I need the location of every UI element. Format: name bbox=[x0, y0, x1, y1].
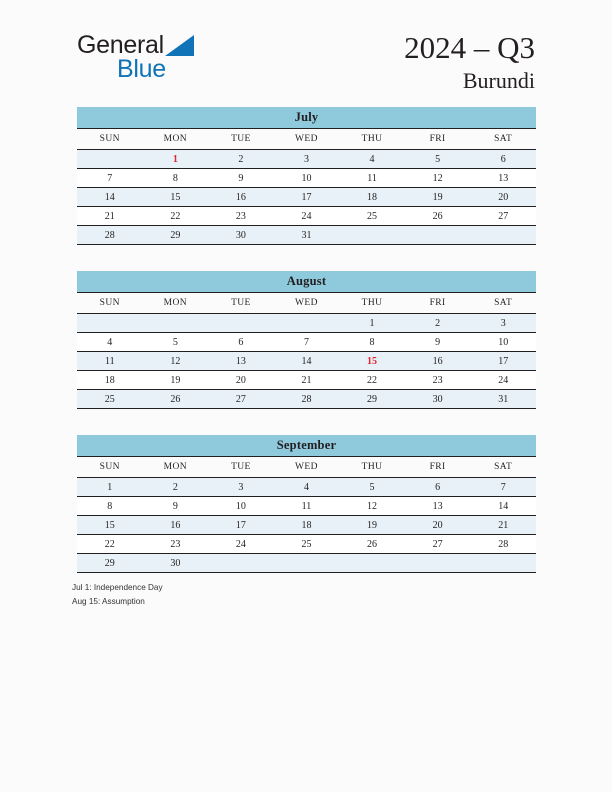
day-cell[interactable]: 23 bbox=[143, 535, 209, 554]
day-cell[interactable]: 13 bbox=[208, 352, 274, 371]
week-row bbox=[77, 371, 536, 390]
day-cell[interactable]: 28 bbox=[77, 226, 143, 245]
day-cell[interactable]: 19 bbox=[143, 371, 209, 390]
week-row bbox=[77, 150, 536, 169]
page-header bbox=[0, 0, 612, 100]
day-cell[interactable]: 22 bbox=[143, 207, 209, 226]
day-cell-empty bbox=[208, 314, 274, 333]
month-name: July bbox=[77, 107, 536, 129]
day-cell[interactable]: 17 bbox=[470, 352, 536, 371]
week-row bbox=[77, 554, 536, 573]
holiday-footnote: Jul 1: Independence Day bbox=[72, 583, 163, 592]
calendar-table bbox=[77, 271, 536, 409]
week-row bbox=[77, 497, 536, 516]
day-cell[interactable]: 30 bbox=[405, 390, 471, 409]
calendar-table bbox=[77, 435, 536, 573]
day-cell[interactable]: 15 bbox=[143, 188, 209, 207]
day-cell-empty bbox=[274, 554, 340, 573]
day-cell[interactable]: 4 bbox=[77, 333, 143, 352]
weekday-header-sun: SUN bbox=[77, 293, 143, 314]
weekday-header-thu: THU bbox=[339, 457, 405, 478]
day-cell[interactable]: 28 bbox=[274, 390, 340, 409]
day-cell[interactable]: 14 bbox=[77, 188, 143, 207]
day-cell-empty bbox=[339, 554, 405, 573]
day-cell[interactable]: 4 bbox=[339, 150, 405, 169]
month-blocks-container bbox=[77, 107, 536, 599]
day-cell[interactable]: 30 bbox=[143, 554, 209, 573]
weekday-header-row bbox=[77, 457, 536, 478]
day-cell-holiday[interactable]: 15 bbox=[339, 352, 405, 371]
day-cell-empty bbox=[405, 554, 471, 573]
day-cell[interactable]: 8 bbox=[339, 333, 405, 352]
day-cell[interactable]: 3 bbox=[470, 314, 536, 333]
day-cell[interactable]: 10 bbox=[274, 169, 340, 188]
day-cell-empty bbox=[77, 150, 143, 169]
day-cell[interactable]: 11 bbox=[339, 169, 405, 188]
day-cell[interactable]: 5 bbox=[339, 478, 405, 497]
day-cell[interactable]: 27 bbox=[470, 207, 536, 226]
day-cell[interactable]: 1 bbox=[77, 478, 143, 497]
month-block-july bbox=[77, 107, 536, 245]
day-cell[interactable]: 20 bbox=[470, 188, 536, 207]
brand-name-blue: Blue bbox=[117, 55, 166, 83]
day-cell[interactable]: 22 bbox=[77, 535, 143, 554]
day-cell[interactable]: 23 bbox=[405, 371, 471, 390]
week-row bbox=[77, 169, 536, 188]
day-cell-holiday[interactable]: 1 bbox=[143, 150, 209, 169]
week-row bbox=[77, 207, 536, 226]
day-cell[interactable]: 6 bbox=[470, 150, 536, 169]
weekday-header-wed: WED bbox=[274, 129, 340, 150]
weekday-header-sat: SAT bbox=[470, 129, 536, 150]
week-row bbox=[77, 516, 536, 535]
day-cell-empty bbox=[77, 314, 143, 333]
month-title-row bbox=[77, 435, 536, 457]
blue-triangle-icon bbox=[164, 35, 194, 57]
day-cell[interactable]: 20 bbox=[405, 516, 471, 535]
day-cell[interactable]: 1 bbox=[339, 314, 405, 333]
day-cell[interactable]: 17 bbox=[208, 516, 274, 535]
day-cell[interactable]: 29 bbox=[77, 554, 143, 573]
day-cell[interactable]: 10 bbox=[208, 497, 274, 516]
brand-logo[interactable] bbox=[77, 33, 277, 85]
weekday-header-fri: FRI bbox=[405, 129, 471, 150]
page-title: 2024 – Q3 bbox=[404, 30, 535, 65]
day-cell[interactable]: 6 bbox=[405, 478, 471, 497]
weekday-header-mon: MON bbox=[143, 129, 209, 150]
week-row bbox=[77, 333, 536, 352]
day-cell[interactable]: 5 bbox=[143, 333, 209, 352]
day-cell[interactable]: 5 bbox=[405, 150, 471, 169]
day-cell[interactable]: 25 bbox=[274, 535, 340, 554]
week-row bbox=[77, 352, 536, 371]
day-cell[interactable]: 12 bbox=[405, 169, 471, 188]
month-name: August bbox=[77, 271, 536, 293]
day-cell[interactable]: 17 bbox=[274, 188, 340, 207]
day-cell[interactable]: 7 bbox=[470, 478, 536, 497]
day-cell[interactable]: 2 bbox=[208, 150, 274, 169]
day-cell[interactable]: 21 bbox=[274, 371, 340, 390]
day-cell[interactable]: 28 bbox=[470, 535, 536, 554]
day-cell-empty bbox=[470, 554, 536, 573]
weekday-header-thu: THU bbox=[339, 293, 405, 314]
day-cell[interactable]: 4 bbox=[274, 478, 340, 497]
day-cell[interactable]: 25 bbox=[339, 207, 405, 226]
day-cell[interactable]: 27 bbox=[208, 390, 274, 409]
weekday-header-fri: FRI bbox=[405, 293, 471, 314]
month-title-row bbox=[77, 107, 536, 129]
month-block-august bbox=[77, 271, 536, 409]
month-block-september bbox=[77, 435, 536, 573]
week-row bbox=[77, 535, 536, 554]
day-cell[interactable]: 12 bbox=[339, 497, 405, 516]
weekday-header-sat: SAT bbox=[470, 293, 536, 314]
day-cell[interactable]: 21 bbox=[77, 207, 143, 226]
month-name: September bbox=[77, 435, 536, 457]
weekday-header-mon: MON bbox=[143, 293, 209, 314]
brand-name-general: General bbox=[77, 31, 164, 59]
day-cell[interactable]: 2 bbox=[143, 478, 209, 497]
week-row bbox=[77, 390, 536, 409]
day-cell[interactable]: 18 bbox=[77, 371, 143, 390]
day-cell[interactable]: 16 bbox=[143, 516, 209, 535]
day-cell[interactable]: 3 bbox=[274, 150, 340, 169]
day-cell[interactable]: 19 bbox=[339, 516, 405, 535]
day-cell[interactable]: 26 bbox=[143, 390, 209, 409]
week-row bbox=[77, 226, 536, 245]
day-cell-empty bbox=[208, 554, 274, 573]
calendar-table bbox=[77, 107, 536, 245]
day-cell[interactable]: 14 bbox=[274, 352, 340, 371]
weekday-header-fri: FRI bbox=[405, 457, 471, 478]
day-cell[interactable]: 22 bbox=[339, 371, 405, 390]
weekday-header-mon: MON bbox=[143, 457, 209, 478]
day-cell[interactable]: 13 bbox=[470, 169, 536, 188]
day-cell[interactable]: 20 bbox=[208, 371, 274, 390]
day-cell[interactable]: 15 bbox=[77, 516, 143, 535]
day-cell-empty bbox=[339, 226, 405, 245]
weekday-header-tue: TUE bbox=[208, 129, 274, 150]
day-cell[interactable]: 18 bbox=[274, 516, 340, 535]
day-cell[interactable]: 27 bbox=[405, 535, 471, 554]
day-cell[interactable]: 7 bbox=[274, 333, 340, 352]
day-cell[interactable]: 8 bbox=[77, 497, 143, 516]
day-cell[interactable]: 31 bbox=[274, 226, 340, 245]
day-cell[interactable]: 9 bbox=[143, 497, 209, 516]
holiday-footnotes bbox=[72, 581, 472, 609]
day-cell[interactable]: 7 bbox=[77, 169, 143, 188]
weekday-header-row bbox=[77, 129, 536, 150]
day-cell[interactable]: 24 bbox=[470, 371, 536, 390]
day-cell-empty bbox=[274, 314, 340, 333]
day-cell[interactable]: 8 bbox=[143, 169, 209, 188]
day-cell[interactable]: 10 bbox=[470, 333, 536, 352]
day-cell-empty bbox=[405, 226, 471, 245]
day-cell[interactable]: 26 bbox=[405, 207, 471, 226]
day-cell[interactable]: 31 bbox=[470, 390, 536, 409]
month-title-row bbox=[77, 271, 536, 293]
day-cell[interactable]: 26 bbox=[339, 535, 405, 554]
day-cell[interactable]: 11 bbox=[274, 497, 340, 516]
day-cell[interactable]: 29 bbox=[339, 390, 405, 409]
day-cell[interactable]: 16 bbox=[405, 352, 471, 371]
day-cell[interactable]: 24 bbox=[208, 535, 274, 554]
day-cell[interactable]: 13 bbox=[405, 497, 471, 516]
day-cell[interactable]: 21 bbox=[470, 516, 536, 535]
week-row bbox=[77, 478, 536, 497]
weekday-header-sun: SUN bbox=[77, 457, 143, 478]
day-cell[interactable]: 2 bbox=[405, 314, 471, 333]
day-cell[interactable]: 25 bbox=[77, 390, 143, 409]
weekday-header-row bbox=[77, 293, 536, 314]
day-cell-empty bbox=[470, 226, 536, 245]
day-cell-empty bbox=[143, 314, 209, 333]
day-cell[interactable]: 6 bbox=[208, 333, 274, 352]
page-title-block bbox=[404, 30, 535, 95]
weekday-header-tue: TUE bbox=[208, 457, 274, 478]
weekday-header-sun: SUN bbox=[77, 129, 143, 150]
day-cell[interactable]: 29 bbox=[143, 226, 209, 245]
week-row bbox=[77, 314, 536, 333]
page-subtitle-country: Burundi bbox=[462, 68, 535, 93]
weekday-header-thu: THU bbox=[339, 129, 405, 150]
weekday-header-wed: WED bbox=[274, 457, 340, 478]
day-cell[interactable]: 9 bbox=[208, 169, 274, 188]
day-cell[interactable]: 19 bbox=[405, 188, 471, 207]
day-cell[interactable]: 16 bbox=[208, 188, 274, 207]
day-cell[interactable]: 23 bbox=[208, 207, 274, 226]
holiday-footnote: Aug 15: Assumption bbox=[72, 597, 145, 606]
weekday-header-wed: WED bbox=[274, 293, 340, 314]
day-cell[interactable]: 11 bbox=[77, 352, 143, 371]
weekday-header-tue: TUE bbox=[208, 293, 274, 314]
day-cell[interactable]: 9 bbox=[405, 333, 471, 352]
day-cell[interactable]: 14 bbox=[470, 497, 536, 516]
weekday-header-sat: SAT bbox=[470, 457, 536, 478]
day-cell[interactable]: 18 bbox=[339, 188, 405, 207]
day-cell[interactable]: 30 bbox=[208, 226, 274, 245]
day-cell[interactable]: 24 bbox=[274, 207, 340, 226]
day-cell[interactable]: 3 bbox=[208, 478, 274, 497]
week-row bbox=[77, 188, 536, 207]
day-cell[interactable]: 12 bbox=[143, 352, 209, 371]
